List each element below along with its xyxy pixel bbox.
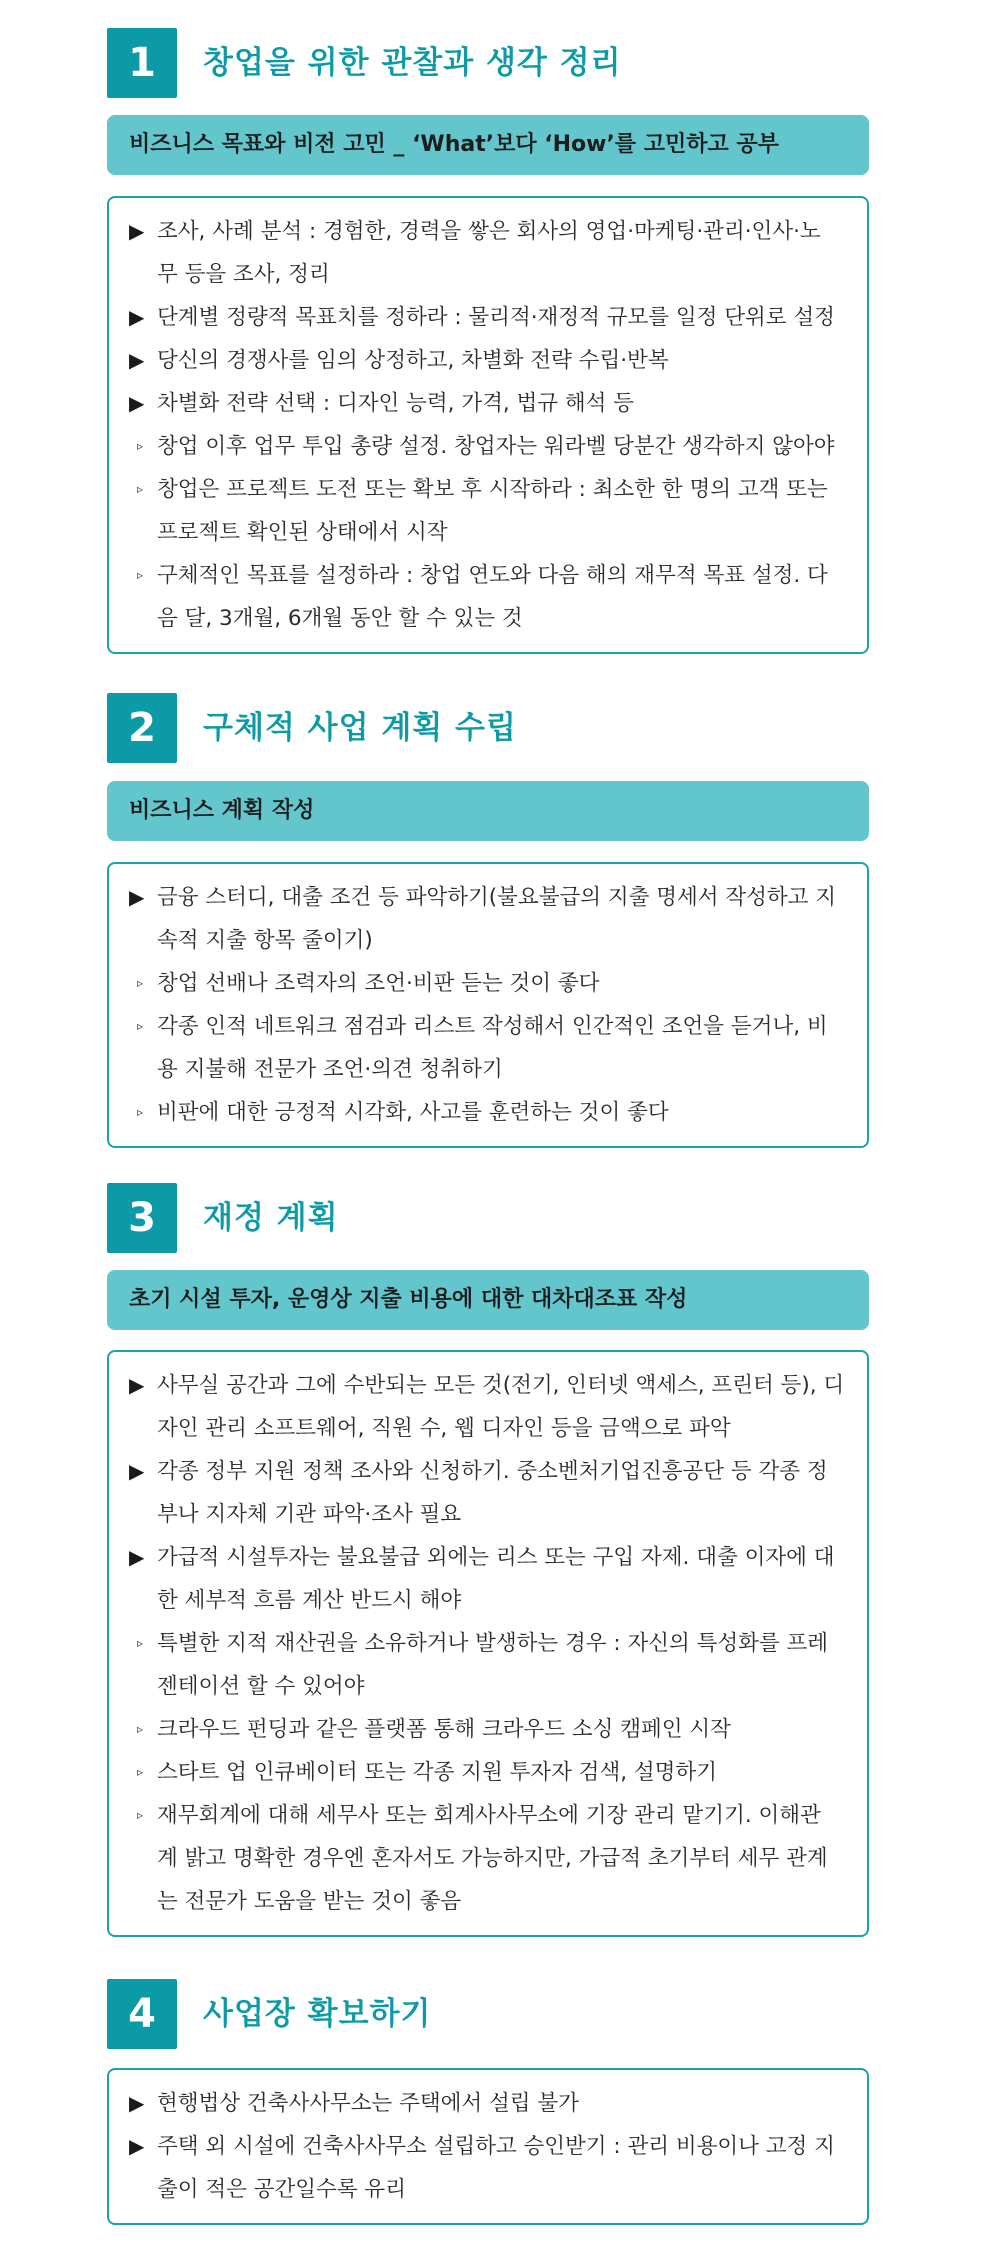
sub-bullet-icon: ▹ bbox=[137, 1722, 144, 1736]
item-text-line: 무 등을 조사, 정리 bbox=[157, 262, 330, 287]
section-title: 재정 계획 bbox=[203, 1200, 339, 1236]
item-text-line: 자인 관리 소프트웨어, 직원 수, 웹 디자인 등을 금액으로 파악 bbox=[157, 1416, 731, 1441]
bullet-item bbox=[129, 339, 845, 382]
section-4 bbox=[107, 1979, 869, 2202]
item-text-line: 각종 정부 지원 정책 조사와 신청하기. 중소벤처기업진흥공단 등 각종 정 bbox=[157, 1459, 828, 1484]
sub-bullet-icon: ▹ bbox=[137, 976, 144, 990]
content-box bbox=[107, 196, 869, 654]
sub-bullet-item bbox=[129, 554, 845, 640]
item-text-line: 크라우드 펀딩과 같은 플랫폼 통해 크라우드 소싱 캠페인 시작 bbox=[157, 1717, 731, 1742]
sub-bullet-icon: ▹ bbox=[137, 439, 144, 453]
section-header bbox=[107, 1979, 869, 2049]
item-text-line: 계 밝고 명확한 경우엔 혼자서도 가능하지만, 가급적 초기부터 세무 관계 bbox=[157, 1846, 828, 1871]
item-text-line: 부나 지자체 기관 파악·조사 필요 bbox=[157, 1502, 462, 1527]
bullet-item bbox=[129, 210, 845, 296]
section-subtitle-bar: 비즈니스 목표와 비전 고민 _ ‘What’보다 ‘How’를 고민하고 공부 bbox=[107, 115, 869, 175]
item-text-line: 용 지불해 전문가 조언·의견 청취하기 bbox=[157, 1057, 503, 1082]
item-text-line: 가급적 시설투자는 불요불급 외에는 리스 또는 구입 자제. 대출 이자에 대 bbox=[157, 1545, 835, 1570]
section-number-badge: 1 bbox=[107, 28, 177, 98]
item-text-line: 현행법상 건축사사무소는 주택에서 설립 불가 bbox=[157, 2091, 579, 2116]
bullet-item bbox=[129, 1450, 845, 1536]
item-text-line: 재무회계에 대해 세무사 또는 회계사사무소에 기장 관리 맡기기. 이해관 bbox=[157, 1803, 821, 1828]
sub-bullet-icon: ▹ bbox=[137, 1019, 144, 1033]
section-1 bbox=[107, 28, 869, 631]
bullet-icon: ▶ bbox=[129, 348, 145, 372]
bullet-item bbox=[129, 2125, 845, 2211]
bullet-item bbox=[129, 296, 845, 339]
sub-bullet-item bbox=[129, 1005, 845, 1091]
sub-bullet-item bbox=[129, 468, 845, 554]
bullet-item bbox=[129, 876, 845, 962]
bullet-icon: ▶ bbox=[129, 391, 145, 415]
sub-bullet-icon: ▹ bbox=[137, 1636, 144, 1650]
item-text-line: 구체적인 목표를 설정하라 : 창업 연도와 다음 해의 재무적 목표 설정. 다 bbox=[157, 563, 828, 588]
item-text-line: 프로젝트 확인된 상태에서 시작 bbox=[157, 520, 448, 545]
bullet-icon: ▶ bbox=[129, 1373, 145, 1397]
sub-bullet-item bbox=[129, 1794, 845, 1923]
section-subtitle-bar: 비즈니스 계획 작성 bbox=[107, 781, 869, 841]
item-text-line: 단계별 정량적 목표치를 정하라 : 물리적·재정적 규모를 일정 단위로 설정 bbox=[157, 305, 835, 330]
item-text-line: 창업은 프로젝트 도전 또는 확보 후 시작하라 : 최소한 한 명의 고객 또는 bbox=[157, 477, 828, 502]
item-text-line: 특별한 지적 재산권을 소유하거나 발생하는 경우 : 자신의 특성화를 프레 bbox=[157, 1631, 829, 1656]
item-text-line: 당신의 경쟁사를 임의 상정하고, 차별화 전략 수립·반복 bbox=[157, 348, 669, 373]
sub-bullet-item bbox=[129, 1091, 845, 1134]
content-box bbox=[107, 2068, 869, 2225]
sub-bullet-icon: ▹ bbox=[137, 1105, 144, 1119]
item-text-line: 음 달, 3개월, 6개월 동안 할 수 있는 것 bbox=[157, 606, 523, 631]
bullet-icon: ▶ bbox=[129, 305, 145, 329]
sub-bullet-icon: ▹ bbox=[137, 482, 144, 496]
sub-bullet-item bbox=[129, 1751, 845, 1794]
item-text-line: 차별화 전략 선택 : 디자인 능력, 가격, 법규 해석 등 bbox=[157, 391, 635, 416]
item-text-line: 금융 스터디, 대출 조건 등 파악하기(불요불급의 지출 명세서 작성하고 지 bbox=[157, 885, 837, 910]
section-number-badge: 2 bbox=[107, 693, 177, 763]
sub-bullet-item bbox=[129, 1622, 845, 1708]
section-2 bbox=[107, 693, 869, 1125]
bullet-item bbox=[129, 382, 845, 425]
section-title: 창업을 위한 관찰과 생각 정리 bbox=[203, 45, 622, 81]
sub-bullet-item bbox=[129, 962, 845, 1005]
item-text-line: 비판에 대한 긍정적 시각화, 사고를 훈련하는 것이 좋다 bbox=[157, 1100, 669, 1125]
section-number-badge: 4 bbox=[107, 1979, 177, 2049]
bullet-item bbox=[129, 1536, 845, 1622]
bullet-item bbox=[129, 2082, 845, 2125]
section-3 bbox=[107, 1183, 869, 1914]
item-text-line: 는 전문가 도움을 받는 것이 좋음 bbox=[157, 1889, 462, 1914]
sub-bullet-icon: ▹ bbox=[137, 1765, 144, 1779]
bullet-icon: ▶ bbox=[129, 219, 145, 243]
sub-bullet-item bbox=[129, 425, 845, 468]
bullet-icon: ▶ bbox=[129, 1459, 145, 1483]
item-text-line: 주택 외 시설에 건축사사무소 설립하고 승인받기 : 관리 비용이나 고정 지 bbox=[157, 2134, 835, 2159]
sub-bullet-icon: ▹ bbox=[137, 1808, 144, 1822]
section-header bbox=[107, 28, 869, 98]
sub-bullet-icon: ▹ bbox=[137, 568, 144, 582]
bullet-icon: ▶ bbox=[129, 885, 145, 909]
item-text-line: 젠테이션 할 수 있어야 bbox=[157, 1674, 365, 1699]
item-text-line: 창업 이후 업무 투입 총량 설정. 창업자는 워라벨 당분간 생각하지 않아야 bbox=[157, 434, 835, 459]
section-header bbox=[107, 693, 869, 763]
section-number-badge: 3 bbox=[107, 1183, 177, 1253]
item-text-line: 한 세부적 흐름 계산 반드시 해야 bbox=[157, 1588, 462, 1613]
item-text-line: 출이 적은 공간일수록 유리 bbox=[157, 2177, 406, 2202]
item-text-line: 사무실 공간과 그에 수반되는 모든 것(전기, 인터넷 액세스, 프린터 등), 디 bbox=[157, 1373, 845, 1398]
section-title: 사업장 확보하기 bbox=[203, 1996, 432, 2032]
item-text-line: 스타트 업 인큐베이터 또는 각종 지원 투자자 검색, 설명하기 bbox=[157, 1760, 717, 1785]
sub-bullet-item bbox=[129, 1708, 845, 1751]
bullet-icon: ▶ bbox=[129, 2091, 145, 2115]
content-box bbox=[107, 862, 869, 1148]
item-text-line: 각종 인적 네트워크 점검과 리스트 작성해서 인간적인 조언을 듣거나, 비 bbox=[157, 1014, 828, 1039]
item-text-line: 창업 선배나 조력자의 조언·비판 듣는 것이 좋다 bbox=[157, 971, 600, 996]
item-text-line: 속적 지출 항목 줄이기) bbox=[157, 928, 373, 953]
bullet-item bbox=[129, 1364, 845, 1450]
bullet-icon: ▶ bbox=[129, 2134, 145, 2158]
item-text-line: 조사, 사례 분석 : 경험한, 경력을 쌓은 회사의 영업·마케팅·관리·인사·노 bbox=[157, 219, 821, 244]
content-box bbox=[107, 1350, 869, 1937]
section-header bbox=[107, 1183, 869, 1253]
bullet-icon: ▶ bbox=[129, 1545, 145, 1569]
section-title: 구체적 사업 계획 수립 bbox=[203, 710, 517, 746]
section-subtitle-bar: 초기 시설 투자, 운영상 지출 비용에 대한 대차대조표 작성 bbox=[107, 1270, 869, 1330]
